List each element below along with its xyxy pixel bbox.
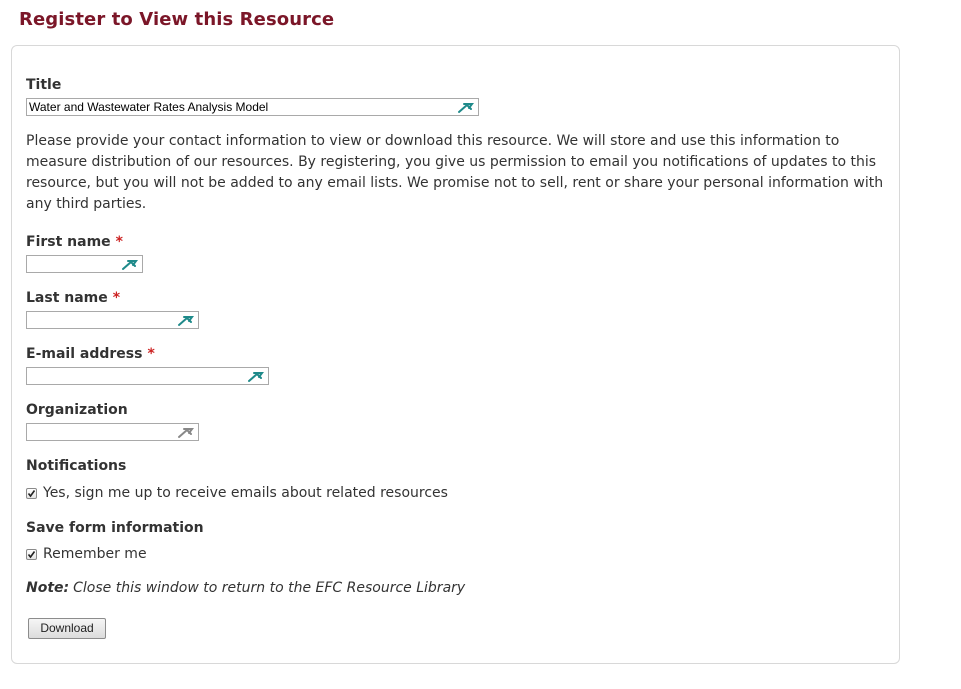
remember-me-option[interactable] <box>26 546 147 562</box>
first-name-label: First name * <box>26 234 123 250</box>
download-button[interactable]: Download <box>28 618 106 639</box>
checkmark-icon <box>27 489 36 498</box>
email-label: E-mail address * <box>26 346 155 362</box>
notifications-option[interactable] <box>26 485 448 501</box>
field-pin-icon[interactable] <box>247 369 265 383</box>
organization-label: Organization <box>26 402 128 418</box>
required-marker: * <box>115 234 123 250</box>
field-pin-icon[interactable] <box>121 257 139 271</box>
email-field[interactable] <box>26 367 269 385</box>
field-pin-icon[interactable] <box>457 100 475 114</box>
description-text: Please provide your contact information to view or download this resource. We will store and use this information to measure distribution of our resources. By registering, you give us permission to email you notifications of updates to this resource, but you will not be added to any email lists. We promise not to sell, rent or share your personal information with any third parties. <box>26 133 884 212</box>
remember-me-label: Remember me <box>43 546 147 562</box>
required-marker: * <box>112 290 121 306</box>
organization-field[interactable] <box>26 423 199 441</box>
note-prefix: Note: <box>26 580 70 596</box>
remember-me-checkbox[interactable] <box>26 549 37 560</box>
checkmark-icon <box>27 550 36 559</box>
note-text: Note: Close this window to return to the EFC Resource Library <box>26 580 466 596</box>
field-pin-icon[interactable] <box>177 425 195 439</box>
notifications-heading: Notifications <box>26 458 127 474</box>
last-name-field[interactable] <box>26 311 199 329</box>
notifications-checkbox[interactable] <box>26 488 37 499</box>
title-label: Title <box>26 77 62 93</box>
notifications-checkbox-label: Yes, sign me up to receive emails about related resources <box>43 485 448 501</box>
last-name-label: Last name * <box>26 290 121 306</box>
title-field[interactable] <box>26 98 479 116</box>
page-title: Register to View this Resource <box>19 9 335 30</box>
field-pin-icon[interactable] <box>177 313 195 327</box>
save-info-heading: Save form information <box>26 520 204 536</box>
required-marker: * <box>147 346 155 362</box>
title-field-value: Water and Wastewater Rates Analysis Model <box>29 100 269 114</box>
first-name-field[interactable] <box>26 255 143 273</box>
